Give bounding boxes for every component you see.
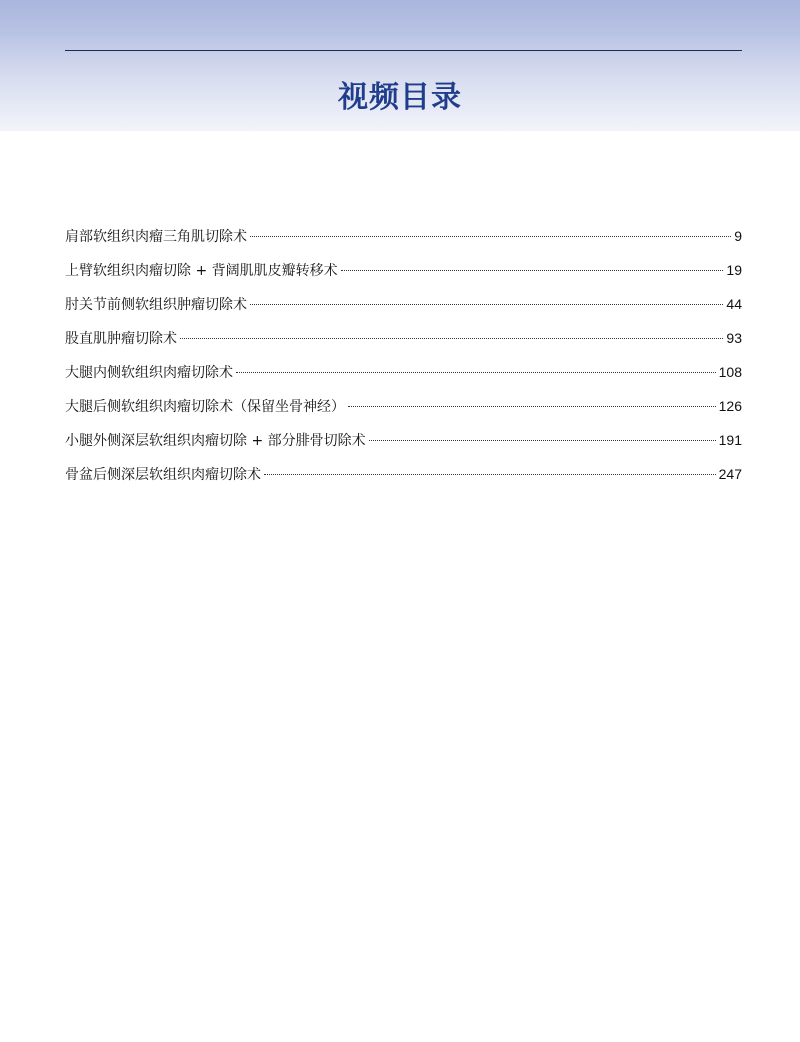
toc-entry[interactable]: [65, 427, 742, 461]
toc-entry-title: 大腿内侧软组织肉瘤切除术: [65, 365, 233, 381]
table-of-contents: [65, 223, 742, 495]
toc-entry-leader: [348, 406, 716, 407]
toc-entry[interactable]: [65, 291, 742, 325]
toc-entry-leader: [250, 236, 731, 237]
toc-entry-title: 大腿后侧软组织肉瘤切除术（保留坐骨神经）: [65, 399, 345, 415]
toc-entry-leader: [369, 440, 716, 441]
toc-entry-leader: [236, 372, 716, 373]
toc-entry-title: 肘关节前侧软组织肿瘤切除术: [65, 297, 247, 313]
toc-entry[interactable]: [65, 325, 742, 359]
toc-entry-page: 108: [718, 364, 742, 380]
toc-entry-page: 9: [734, 228, 742, 244]
toc-entry-page: 126: [718, 398, 742, 414]
page-title: 视频目录: [338, 80, 462, 115]
toc-entry[interactable]: [65, 461, 742, 495]
toc-entry[interactable]: [65, 393, 742, 427]
toc-entry[interactable]: [65, 257, 742, 291]
toc-entry[interactable]: [65, 223, 742, 257]
toc-entry-leader: [180, 338, 723, 339]
toc-entry[interactable]: [65, 359, 742, 393]
toc-entry-page: 247: [718, 466, 742, 482]
toc-entry-leader: [250, 304, 723, 305]
toc-entry-page: 191: [718, 432, 742, 448]
header-rule: [65, 50, 742, 51]
toc-entry-title: 肩部软组织肉瘤三角肌切除术: [65, 229, 247, 245]
toc-entry-title: 股直肌肿瘤切除术: [65, 331, 177, 347]
toc-entry-leader: [264, 474, 716, 475]
toc-entry-page: 19: [726, 262, 742, 278]
toc-entry-title: 骨盆后侧深层软组织肉瘤切除术: [65, 467, 261, 483]
toc-entry-title: 小腿外侧深层软组织肉瘤切除 + 部分腓骨切除术: [65, 433, 366, 449]
toc-entry-leader: [341, 270, 724, 271]
toc-entry-page: 44: [726, 296, 742, 312]
toc-entry-page: 93: [726, 330, 742, 346]
toc-entry-title: 上臂软组织肉瘤切除 + 背阔肌肌皮瓣转移术: [65, 263, 338, 279]
